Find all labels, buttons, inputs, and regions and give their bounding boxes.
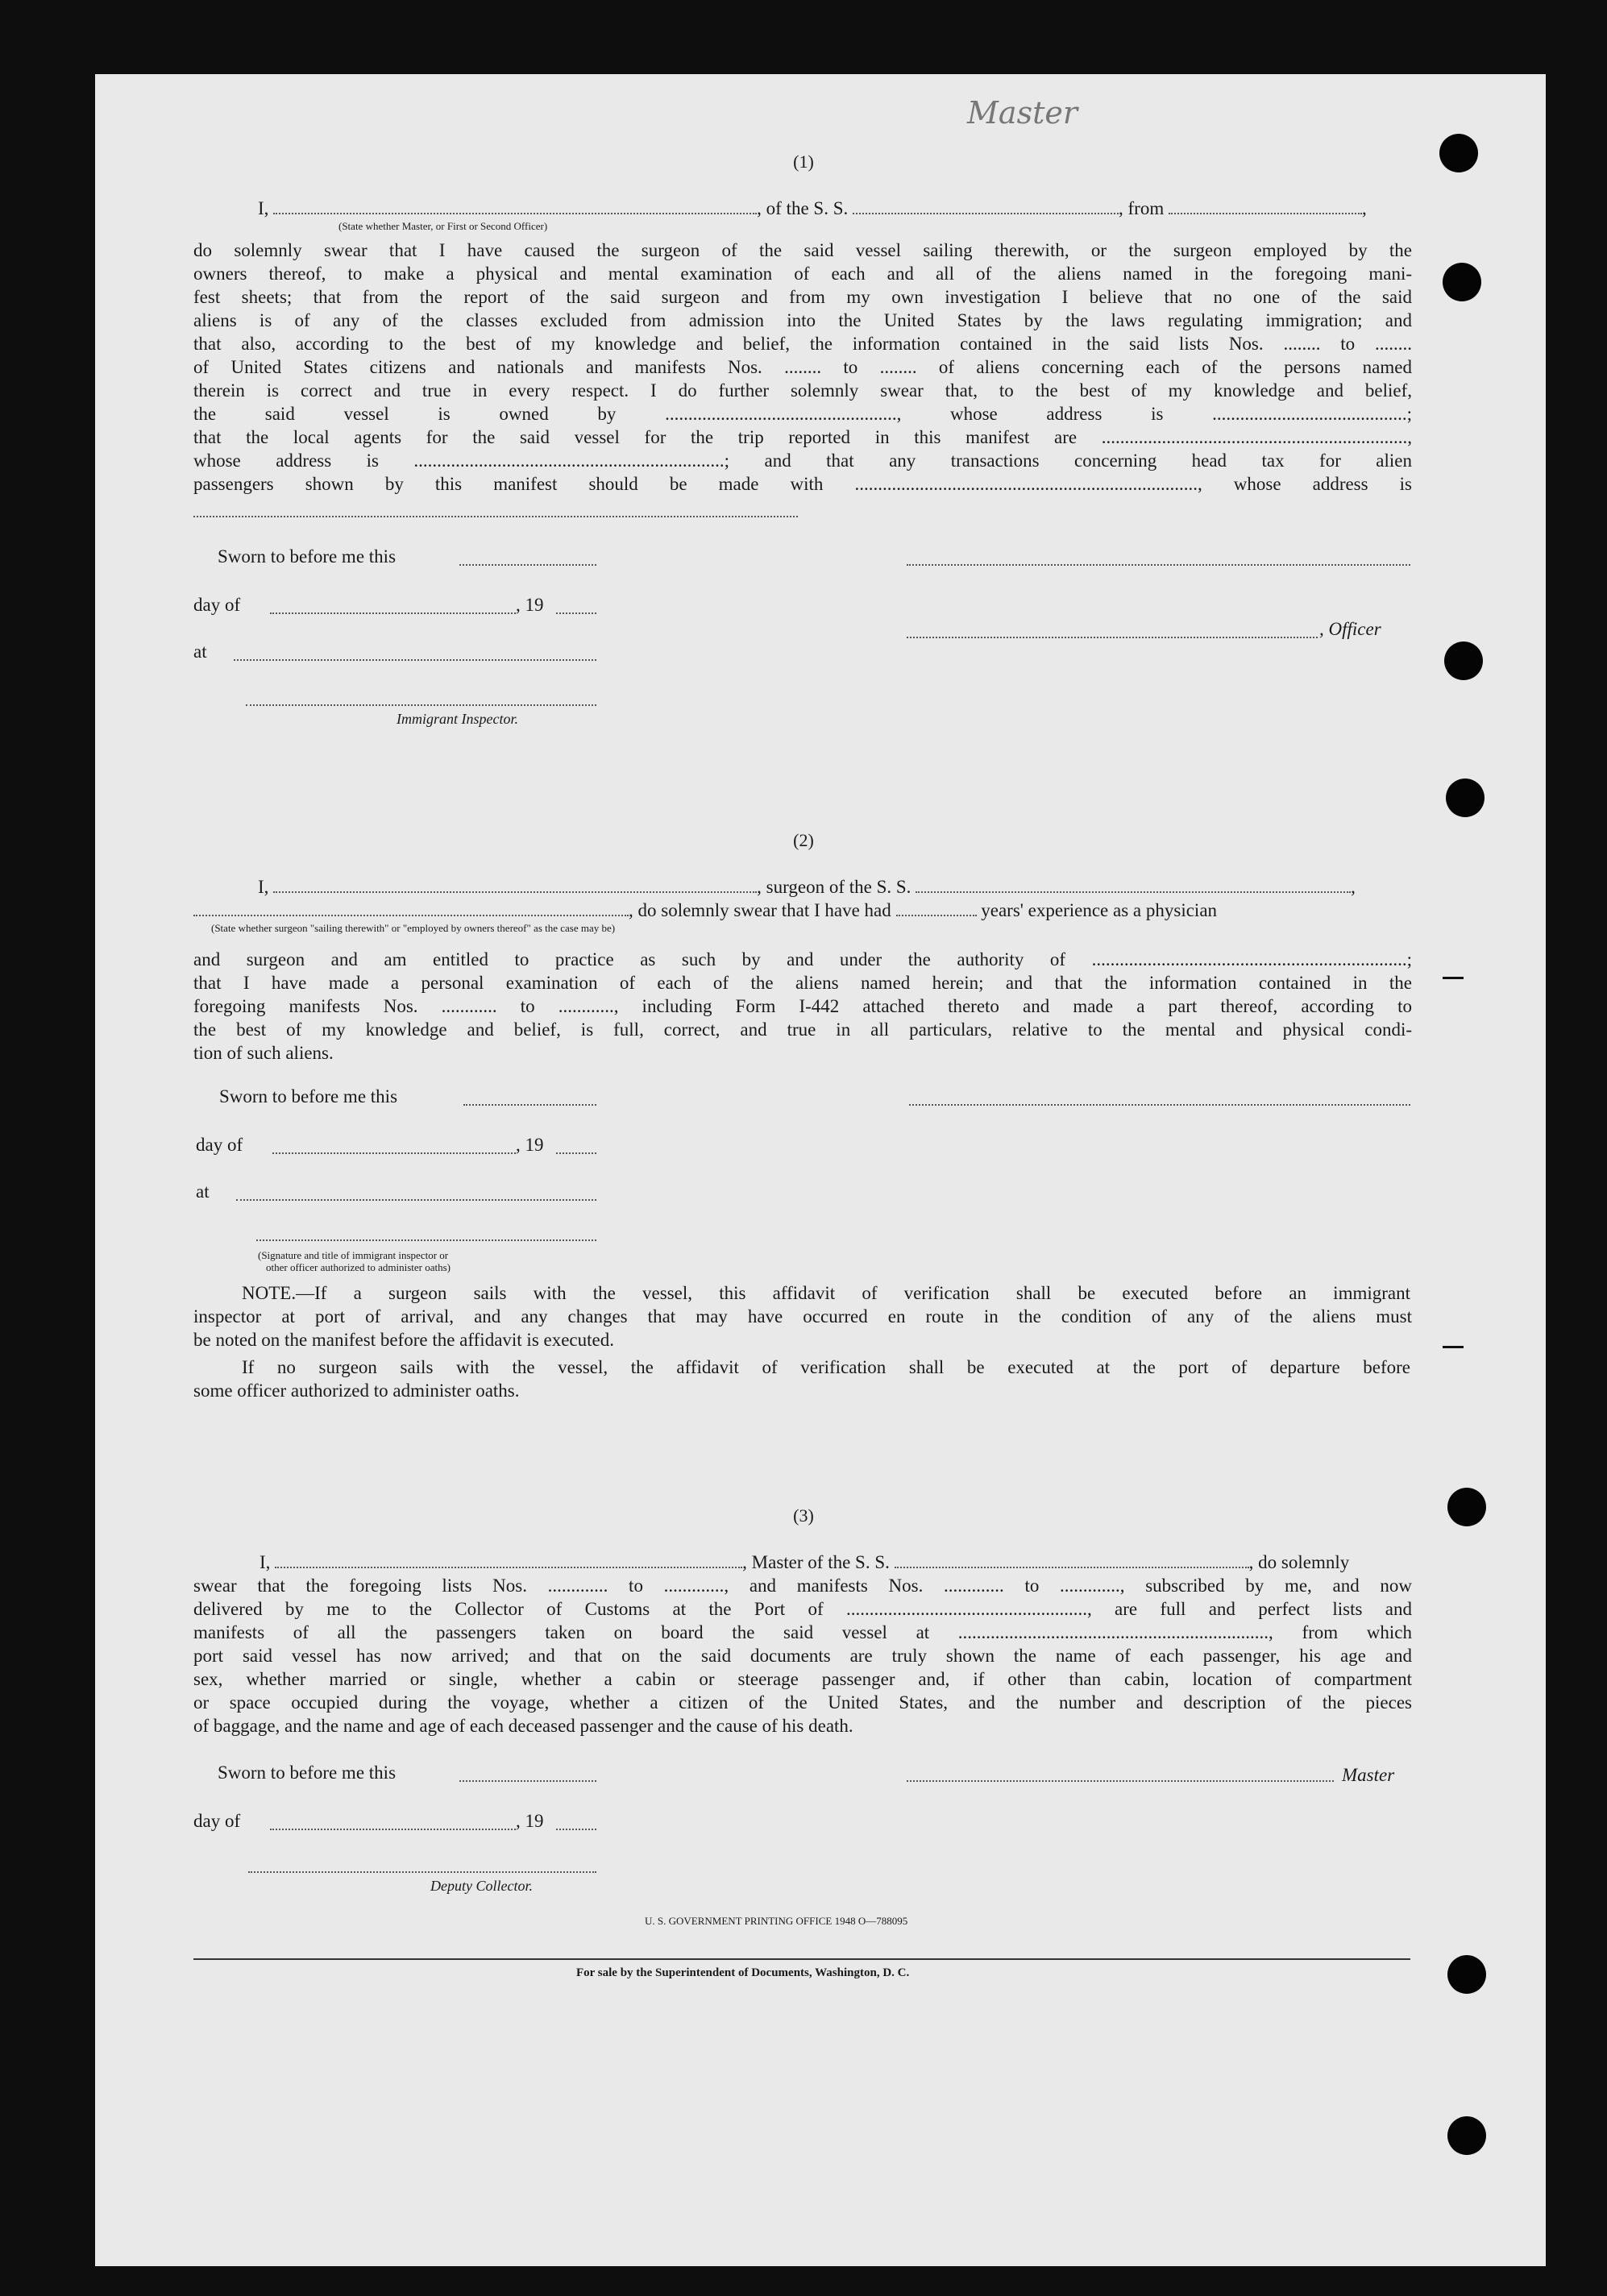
punch-hole: [1447, 2116, 1486, 2155]
section-2-at: at: [196, 1181, 210, 1202]
section-2-day-of: day of: [196, 1135, 243, 1155]
section-2-signature-line: [909, 1104, 1410, 1106]
section-3-first-row: I, , Master of the S. S. , do solemnly: [260, 1552, 1350, 1572]
section-1-signature-line: [907, 564, 1410, 566]
punch-hole: [1444, 641, 1483, 680]
margin-mark: [1443, 1346, 1464, 1348]
immigrant-inspector-label: Immigrant Inspector.: [397, 711, 518, 727]
deputy-collector-label: Deputy Collector.: [430, 1878, 533, 1894]
section-3-day-of: day of: [193, 1811, 241, 1831]
section-2-sworn: Sworn to before me this: [219, 1086, 398, 1106]
section-2-number: (2): [793, 830, 814, 850]
section-1-number: (1): [793, 152, 814, 172]
section-1-sworn: Sworn to before me this: [218, 546, 397, 567]
section-2-first-row: I, , surgeon of the S. S. ,: [258, 877, 1356, 897]
section-1-row-note: (State whether Master, or First or Second Officer): [338, 220, 548, 232]
gpo-imprint: U. S. GOVERNMENT PRINTING OFFICE 1948 O—788095: [645, 1915, 908, 1927]
master-label: Master: [1342, 1765, 1395, 1785]
section-3-number: (3): [793, 1505, 814, 1526]
for-sale-footer: For sale by the Superintendent of Documents, Washington, D. C.: [576, 1966, 910, 1979]
handwritten-note: Master: [967, 95, 1078, 131]
section-3-sworn: Sworn to before me this: [218, 1762, 397, 1783]
signature-note: (Signature and title of immigrant inspector or: [258, 1249, 449, 1261]
section-1-first-row: I, , of the S. S. , from ,: [258, 198, 1367, 218]
section-2-row-note: (State whether surgeon "sailing therewith" or "employed by owners thereof" as the case may be): [211, 922, 616, 934]
document-page: [95, 74, 1546, 2266]
oath-i: I,: [258, 198, 269, 218]
margin-mark: [1443, 977, 1464, 979]
section-1-sworn-line: [459, 564, 596, 566]
section-1-day-of: day of: [193, 595, 241, 615]
punch-hole: [1446, 778, 1485, 817]
punch-hole: [1443, 263, 1481, 301]
punch-hole: [1447, 1955, 1486, 1994]
section-3-signature-line: [907, 1780, 1334, 1782]
section-2-second-row: , do solemnly swear that I have had years' experience as a physician: [193, 900, 1217, 921]
officer-label: , Officer: [1319, 619, 1381, 639]
footer-rule: [193, 1958, 1410, 1960]
section-1-at: at: [193, 641, 207, 662]
